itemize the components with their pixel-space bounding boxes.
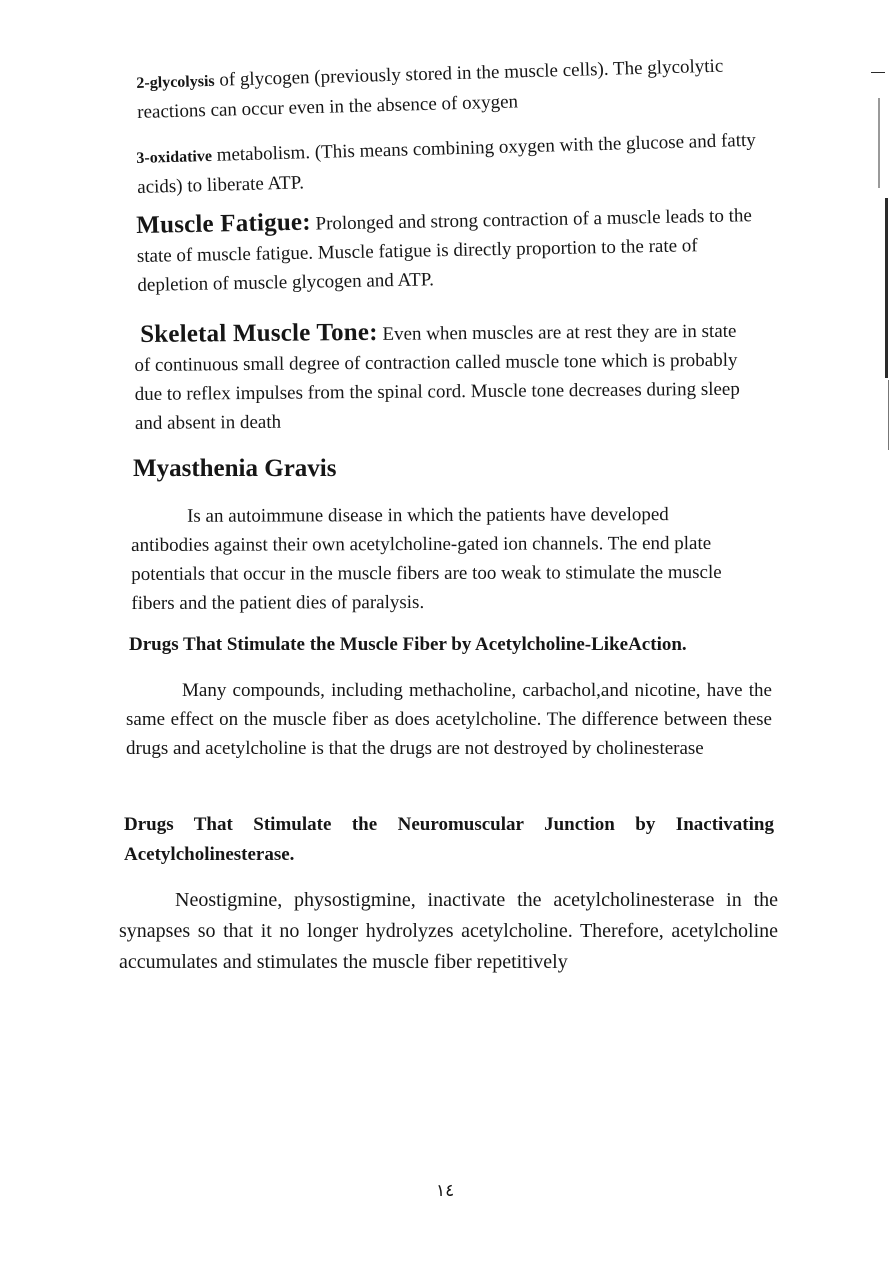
muscle-fatigue-text: Prolonged and strong contraction of a muscle leads to the state of muscle fatigue. Muscle fatigue is directly proportion to the rate of depletion of muscle glycogen and ATP. — [136, 205, 753, 296]
oxidative-paragraph — [136, 126, 762, 202]
myasthenia-gravis-body: Is an autoimmune disease in which the patients have developed antibodies against their own acetylcholine-gated ion channels. The end plate potentials that occur in the muscle fibers are too weak to stimulate the muscle fibers and the patient dies of paralysis. — [131, 504, 722, 614]
scan-edge-mark — [871, 72, 885, 73]
muscle-fatigue-paragraph — [136, 199, 760, 300]
muscle-fatigue-heading: Muscle Fatigue: — [136, 208, 311, 239]
oxidative-term: 3-oxidative — [136, 147, 213, 167]
drugs-nmj-title: Drugs That Stimulate the Neuromuscular Junction by Inactivating Acetylcholinesterase. — [124, 814, 774, 865]
scan-edge-mark — [878, 98, 880, 188]
muscle-tone-text: Even when muscles are at rest they are in state of continuous small degree of contraction called muscle tone which is probably due to reflex impulses from the spinal cord. Muscle tone decreases during sleep and absent in death — [134, 320, 740, 434]
drugs-nmj-text: Neostigmine, physostigmine, inactivate the acetylcholinesterase in the synapses so that it no longer hydrolyzes acetylcholine. Therefore, acetylcholine accumulates and stimulates the muscle fiber repetitively — [119, 889, 778, 973]
muscle-tone-heading: Skeletal Muscle Tone: — [140, 318, 378, 348]
drugs-ach-title: Drugs That Stimulate the Muscle Fiber by Acetylcholine-LikeAction. — [129, 634, 687, 655]
muscle-tone-paragraph — [134, 315, 757, 438]
scan-edge-mark — [885, 198, 888, 378]
oxidative-text: metabolism. (This means combining oxygen with the glucose and fatty acids) to liberate ATP. — [136, 129, 757, 198]
glycolysis-paragraph — [136, 52, 727, 127]
drugs-ach-text: Many compounds, including methacholine, carbachol,and nicotine, have the same effect on the muscle fiber as does acetylcholine. The difference between these drugs and acetylcholine is that the drugs are not destroyed by cholinesterase — [126, 680, 772, 759]
glycolysis-term: 2-glycolysis — [136, 72, 215, 92]
glycolysis-text: of glycogen (previously stored in the muscle cells). The glycolytic reactions can occur even in the absence of oxygen — [136, 55, 724, 123]
myasthenia-gravis-title: Myasthenia Gravis — [133, 455, 337, 482]
page-number: ١٤ — [436, 1181, 455, 1201]
scan-edge-mark — [888, 380, 889, 450]
myasthenia-gravis-text — [131, 500, 751, 618]
